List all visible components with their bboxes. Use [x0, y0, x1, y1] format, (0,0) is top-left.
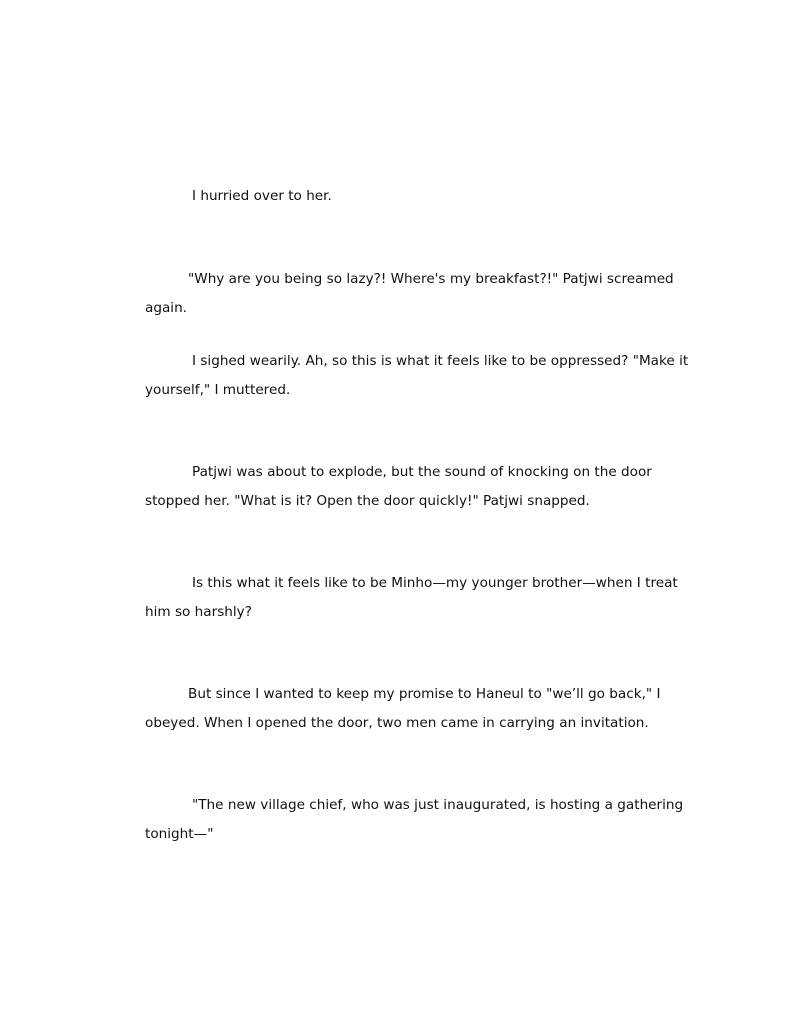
paragraph: But since I wanted to keep my promise to Haneul to "we’ll go back," I obeyed. When I opened the door, two men came in carrying an invitation. [145, 686, 661, 731]
paragraph: Patjwi was about to explode, but the sound of knocking on the door stopped her. "What is it? Open the door quickly!" Patjwi snapped. [145, 464, 652, 509]
paragraph: "Why are you being so lazy?! Where's my breakfast?!" Patjwi screamed again. [145, 271, 674, 316]
paragraph: Is this what it feels like to be Minho—my younger brother—when I treat him so harshly? [145, 575, 678, 620]
paragraph: "The new village chief, who was just inaugurated, is hosting a gathering tonight—" [145, 797, 684, 842]
paragraph: I sighed wearily. Ah, so this is what it feels like to be oppressed? "Make it yourself," I muttered. [145, 353, 689, 398]
paragraph: I hurried over to her. [192, 188, 332, 204]
